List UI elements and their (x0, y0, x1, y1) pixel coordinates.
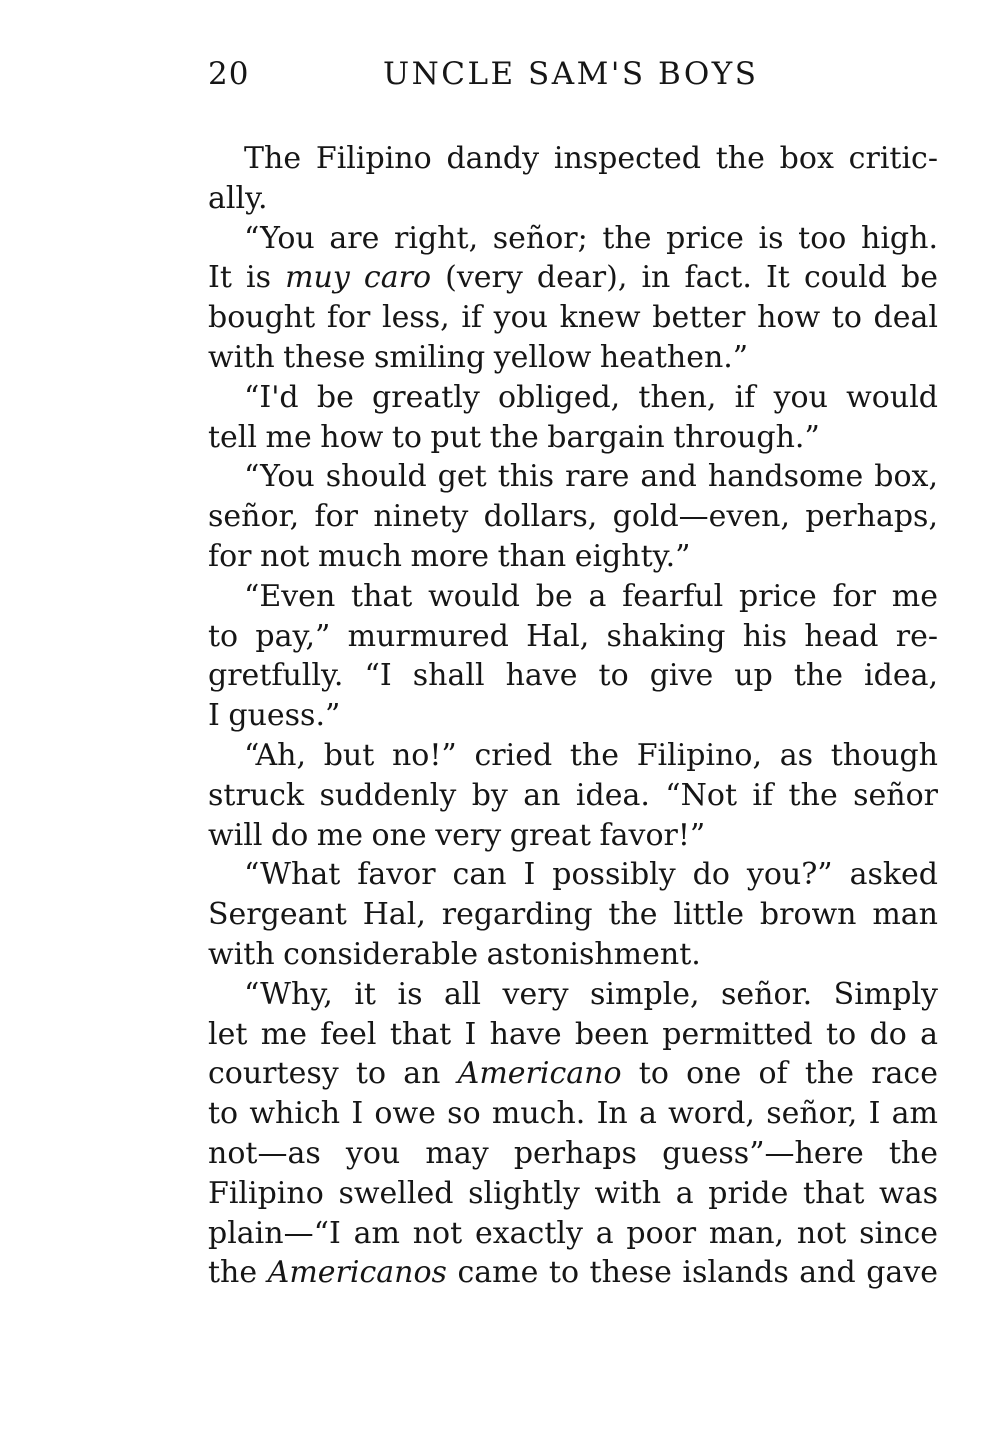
text-line: plain—“I am not exactly a poor man, not since (208, 1215, 938, 1251)
text-line: ally. (208, 180, 268, 216)
text-line: with these smiling yellow heathen.” (208, 339, 749, 375)
text-line: tell me how to put the bargain through.” (208, 419, 820, 455)
text-line: not—as you may perhaps guess”—here the (208, 1135, 938, 1171)
text-line: The Filipino dandy inspected the box critic- (244, 141, 938, 176)
italic-phrase: Americanos (267, 1255, 447, 1291)
page-number: 20 (208, 56, 250, 92)
text-line: “Even that would be a fearful price for me (244, 578, 938, 614)
book-title: UNCLE SAM'S BOYS (383, 56, 759, 92)
text-line: señor, for ninety dollars, gold—even, perhaps, (208, 499, 938, 535)
text-line: struck suddenly by an idea. “Not if the señor (208, 777, 938, 813)
text-line: “Ah, but no!” cried the Filipino, as though (244, 737, 938, 773)
text-line: I guess.” (208, 698, 341, 734)
text-line: let me feel that I have been permitted to do a (208, 1016, 938, 1052)
text-line: will do me one very great favor!” (208, 817, 706, 853)
text-line: “You should get this rare and handsome box, (244, 459, 938, 495)
text-line: “I'd be greatly obliged, then, if you would (244, 379, 938, 415)
text-line: gretfully. “I shall have to give up the idea, (208, 658, 938, 694)
text-line: “You are right, señor; the price is too high. (244, 220, 938, 256)
italic-phrase: muy caro (285, 260, 432, 296)
text-line: “What favor can I possibly do you?” asked (244, 857, 938, 893)
text-line: courtesy to an Americano to one of the race (208, 1056, 938, 1092)
body-text (208, 139, 938, 1293)
italic-phrase: Americano (457, 1056, 622, 1092)
text-line: bought for less, if you knew better how to deal (208, 300, 938, 336)
text-line: Sergeant Hal, regarding the little brown man (208, 897, 938, 933)
text-line: It is muy caro (very dear), in fact. It could be (208, 260, 939, 296)
text-line: to which I owe so much. In a word, señor, I am (208, 1096, 938, 1132)
text-line: “Why, it is all very simple, señor. Simply (244, 976, 938, 1012)
text-line: to pay,” murmured Hal, shaking his head re- (208, 618, 938, 654)
text-line: with considerable astonishment. (208, 936, 701, 972)
text-line: the Americanos came to these islands and gave (208, 1255, 938, 1291)
text-line: for not much more than eighty.” (208, 538, 691, 574)
running-head (208, 56, 938, 104)
text-line: Filipino swelled slightly with a pride that was (208, 1175, 938, 1211)
